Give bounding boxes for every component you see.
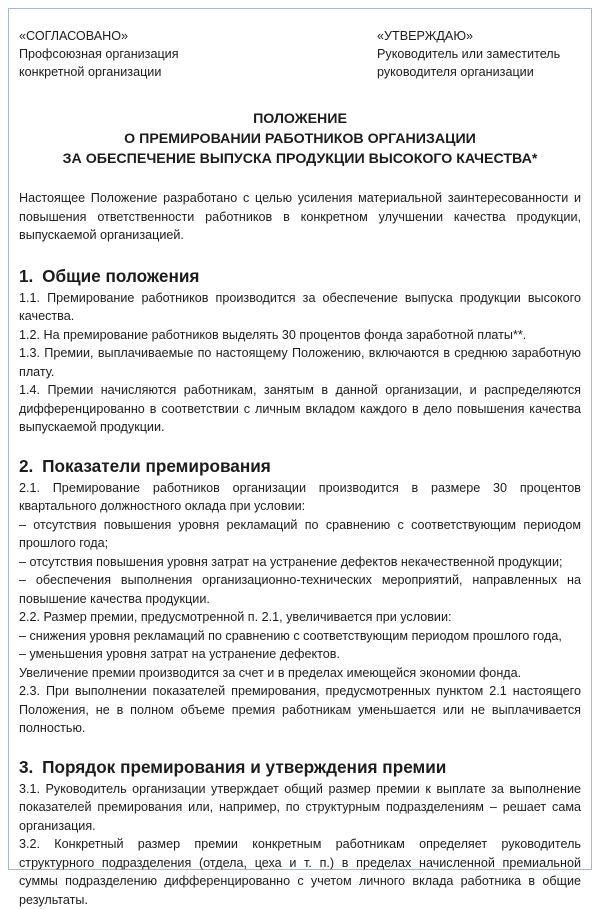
section-heading	[19, 756, 581, 778]
title-line-1: ПОЛОЖЕНИЕ	[19, 109, 581, 129]
approval-agreed	[19, 27, 289, 81]
paragraph: 1.2. На премирование работников выделять 30 процентов фонда заработной платы**.	[19, 326, 581, 345]
title-line-2: О ПРЕМИРОВАНИИ РАБОТНИКОВ ОРГАНИЗАЦИИ	[19, 129, 581, 149]
approval-agreed-stamp: «СОГЛАСОВАНО»	[19, 27, 289, 45]
list-item: – отсутствия повышения уровня затрат на устранение дефектов некачественной продукции;	[19, 553, 581, 572]
section-indicators	[19, 455, 581, 738]
section-number: 2.	[19, 456, 33, 476]
paragraph: 2.3. При выполнении показателей премирования, предусмотренных пунктом 2.1 настоящего Положения, не в полном объеме премия работникам уменьшается или не выплачивается полностью.	[19, 682, 581, 738]
section-heading	[19, 265, 581, 287]
section-number: 3.	[19, 757, 33, 777]
paragraph: 3.1. Руководитель организации утверждает общий размер премии к выплате за выполнение показателей премирования или, например, по структурным подразделениям – решает сама организация.	[19, 780, 581, 836]
approval-agreed-line2: конкретной организации	[19, 63, 289, 81]
paragraph: 1.4. Премии начисляются работникам, занятым в данной организации, и распределяются дифференцированно в соответствии с личным вкладом каждого в дело повышения качества выпускаемой продукции.	[19, 381, 581, 437]
section-title: Показатели премирования	[42, 456, 271, 476]
intro-paragraph: Настоящее Положение разработано с целью усиления материальной заинтересованности и повышения ответственности работников в конкретном улучшении качества продукции, выпускаемой организацией.	[19, 189, 581, 245]
section-general	[19, 265, 581, 437]
paragraph: 1.1. Премирование работников производится за обеспечение выпуска продукции высокого качества.	[19, 289, 581, 326]
document-title	[19, 109, 581, 169]
approval-block	[19, 27, 581, 81]
section-title: Общие положения	[42, 266, 199, 286]
approval-approved-line1: Руководитель или заместитель	[377, 45, 577, 63]
section-heading	[19, 455, 581, 477]
section-number: 1.	[19, 266, 33, 286]
paragraph: 3.2. Конкретный размер премии конкретным работникам определяет руководитель структурного подразделения (отдела, цеха и т. п.) в пределах начисленной премиальной суммы подразделению дифференцированно с учетом личного вклада работника в общие результаты.	[19, 835, 581, 909]
list-item: – снижения уровня рекламаций по сравнению с соответствующим периодом прошлого года,	[19, 627, 581, 646]
list-item: – обеспечения выполнения организационно-технических мероприятий, направленных на повышение качества продукции.	[19, 571, 581, 608]
title-line-3: ЗА ОБЕСПЕЧЕНИЕ ВЫПУСКА ПРОДУКЦИИ ВЫСОКОГО КАЧЕСТВА*	[19, 149, 581, 169]
approval-approved-line2: руководителя организации	[377, 63, 577, 81]
list-item: – уменьшения уровня затрат на устранение дефектов.	[19, 645, 581, 664]
paragraph: 2.1. Премирование работников организации производится в размере 30 процентов квартального должностного оклада при условии:	[19, 479, 581, 516]
approval-approved-stamp: «УТВЕРЖДАЮ»	[377, 27, 577, 45]
paragraph: 2.2. Размер премии, предусмотренной п. 2.1, увеличивается при условии:	[19, 608, 581, 627]
document-page	[8, 8, 592, 870]
approval-agreed-line1: Профсоюзная организация	[19, 45, 289, 63]
list-item: – отсутствия повышения уровня рекламаций по сравнению с соответствующим периодом прошлого года;	[19, 516, 581, 553]
section-procedure	[19, 756, 581, 909]
approval-approved	[377, 27, 577, 81]
paragraph: Увеличение премии производится за счет и в пределах имеющейся экономии фонда.	[19, 664, 581, 683]
paragraph: 1.3. Премии, выплачиваемые по настоящему Положению, включаются в среднюю заработную плату.	[19, 344, 581, 381]
section-title: Порядок премирования и утверждения премии	[42, 757, 446, 777]
